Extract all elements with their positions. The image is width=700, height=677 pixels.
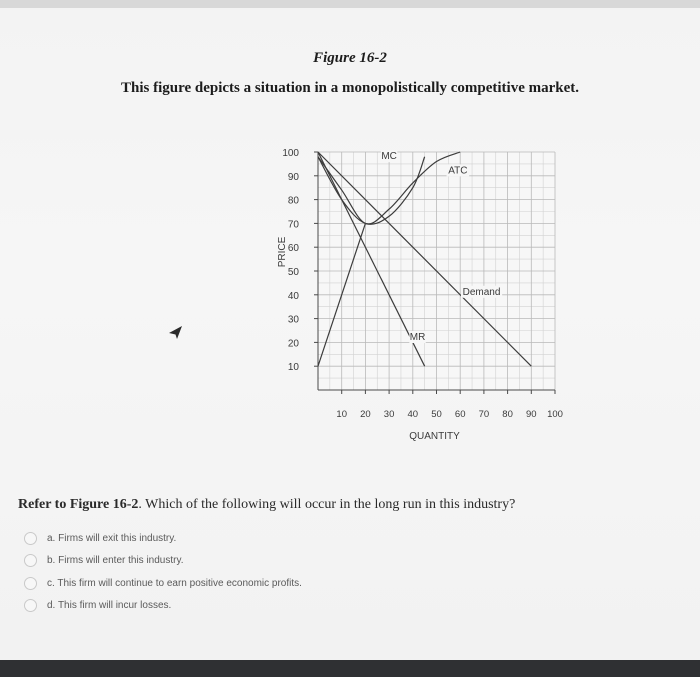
y-tick-label: 10 xyxy=(287,362,299,374)
mc-label: MC xyxy=(381,151,397,163)
radio-button[interactable] xyxy=(24,532,37,545)
y-tick-label: 60 xyxy=(287,243,299,255)
bottom-bar xyxy=(0,660,700,677)
y-tick-label: 50 xyxy=(287,267,299,278)
x-tick-label: 80 xyxy=(502,409,513,420)
option-label: c. This firm will continue to earn positive economic profits. xyxy=(47,577,302,589)
option-a[interactable] xyxy=(24,527,302,550)
x-tick-label: 70 xyxy=(478,409,490,420)
option-b[interactable] xyxy=(24,550,302,573)
question-body: . Which of the following will occur in the long run in this industry? xyxy=(138,497,516,512)
y-tick-label: 70 xyxy=(287,219,299,231)
option-label: a. Firms will exit this industry. xyxy=(47,532,177,544)
demand-label: Demand xyxy=(462,286,501,298)
x-tick-label: 20 xyxy=(360,409,371,420)
y-tick-label: 80 xyxy=(287,195,299,207)
mr-label: MR xyxy=(409,332,426,344)
figure-reference: Refer to Figure 16-2 xyxy=(18,497,139,512)
x-tick-label: 60 xyxy=(454,409,466,420)
atc-label: ATC xyxy=(448,165,468,177)
mouse-cursor-icon xyxy=(168,324,184,342)
y-tick-label: 30 xyxy=(287,314,299,326)
option-label: b. Firms will enter this industry. xyxy=(47,555,184,567)
y-tick-label: 100 xyxy=(282,148,299,159)
x-tick-label: 30 xyxy=(383,409,395,420)
figure-caption: This figure depicts a situation in a monopolistically competitive market. xyxy=(120,80,580,96)
y-axis-label: PRICE xyxy=(277,236,288,268)
question-text xyxy=(18,497,515,513)
answer-options xyxy=(24,527,302,617)
x-tick-label: 10 xyxy=(336,409,347,420)
figure-title: Figure 16-2 xyxy=(313,50,387,66)
y-tick-label: 20 xyxy=(287,338,299,350)
radio-button[interactable] xyxy=(24,554,37,567)
option-c[interactable] xyxy=(24,572,302,595)
x-tick-label: 40 xyxy=(407,409,419,420)
radio-button[interactable] xyxy=(24,599,37,612)
radio-button[interactable] xyxy=(24,577,37,590)
x-axis-label: QUANTITY xyxy=(409,431,460,442)
option-label: d. This firm will incur losses. xyxy=(47,600,172,612)
y-tick-label: 90 xyxy=(287,171,299,183)
y-tick-label: 40 xyxy=(287,290,299,302)
option-d[interactable] xyxy=(24,595,302,618)
x-tick-label: 100 xyxy=(547,409,563,420)
x-tick-label: 50 xyxy=(431,409,442,420)
x-tick-label: 90 xyxy=(526,409,537,420)
